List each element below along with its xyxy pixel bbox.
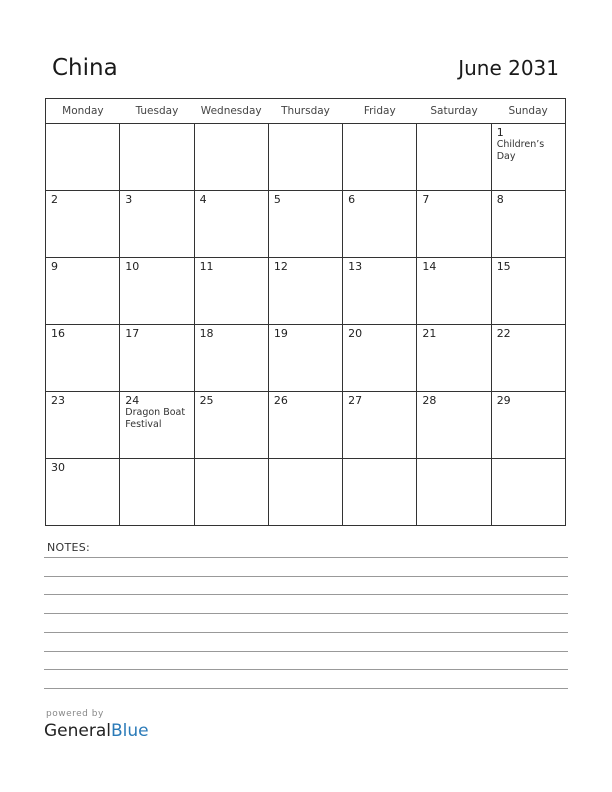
weekday-header-row [46,99,566,124]
day-number: 5 [273,193,281,206]
day-cell [491,258,565,325]
day-number: 16 [51,327,65,340]
week-row [46,459,566,526]
day-number: 24 [125,394,140,407]
day-cell [343,392,417,459]
day-number: 3 [125,193,133,206]
day-number: 9 [51,260,58,273]
day-number: 4 [199,193,207,206]
day-cell [120,258,194,325]
day-cell [491,325,565,392]
day-number: 26 [273,394,288,407]
holiday-label: Dragon Boat Festival [125,407,186,430]
day-number: 27 [348,394,363,407]
day-cell [268,392,342,459]
brand-blue: Blue [111,721,149,741]
day-number: 1 [496,126,504,139]
weekday-header: Thursday [268,99,342,124]
note-line [44,576,568,577]
weekday-header: Tuesday [120,99,194,124]
day-cell [417,258,491,325]
country-title: China [52,55,118,81]
day-cell [194,124,268,191]
day-cell [417,124,491,191]
day-number: 23 [51,394,65,407]
day-cell [194,325,268,392]
day-number: 30 [51,461,65,474]
day-cell [194,459,268,526]
day-number: 13 [348,260,363,273]
weekday-header: Monday [46,99,120,124]
day-number: 8 [496,193,504,206]
day-number: 21 [422,327,437,340]
day-number: 14 [422,260,437,273]
day-number: 19 [273,327,288,340]
day-number: 10 [125,260,140,273]
day-number: 17 [125,327,140,340]
day-cell [120,392,194,459]
week-row [46,392,566,459]
day-cell [120,124,194,191]
day-cell [491,392,565,459]
day-cell [491,124,565,191]
day-number: 15 [496,260,511,273]
weekday-header: Wednesday [194,99,268,124]
day-cell [194,392,268,459]
day-cell [268,191,342,258]
day-cell [46,191,120,258]
week-row [46,124,566,191]
day-number: 11 [199,260,214,273]
day-cell [46,459,120,526]
day-cell [120,459,194,526]
day-cell [120,191,194,258]
day-number: 18 [199,327,214,340]
note-line [44,669,568,670]
day-number: 6 [348,193,356,206]
day-number: 12 [273,260,288,273]
note-line [44,594,568,595]
calendar-grid [45,98,566,526]
day-cell [343,124,417,191]
weekday-header: Friday [343,99,417,124]
day-cell [268,325,342,392]
weekday-header: Sunday [491,99,565,124]
note-line [44,557,568,558]
week-row [46,325,566,392]
day-cell [46,258,120,325]
day-cell [46,392,120,459]
day-cell [46,124,120,191]
day-cell [343,459,417,526]
note-line [44,632,568,633]
day-cell [268,124,342,191]
day-number: 20 [348,327,363,340]
note-line [44,613,568,614]
day-number: 28 [422,394,437,407]
week-row [46,191,566,258]
day-number: 22 [496,327,511,340]
day-cell [417,325,491,392]
day-cell [194,258,268,325]
day-number: 29 [496,394,511,407]
day-cell [120,325,194,392]
day-cell [343,191,417,258]
note-line [44,651,568,652]
day-number: 25 [199,394,214,407]
day-cell [491,191,565,258]
powered-by-text: powered by [46,709,104,719]
month-title: June 2031 [458,56,559,80]
brand-logo[interactable] [44,721,149,741]
day-number: 2 [51,193,58,206]
day-cell [268,258,342,325]
day-cell [491,459,565,526]
week-row [46,258,566,325]
day-number: 7 [422,193,430,206]
notes-label: NOTES: [47,541,91,554]
day-cell [417,392,491,459]
day-cell [46,325,120,392]
day-cell [343,258,417,325]
weekday-header: Saturday [417,99,491,124]
day-cell [417,459,491,526]
day-cell [417,191,491,258]
day-cell [194,191,268,258]
day-cell [343,325,417,392]
note-line [44,688,568,689]
day-cell [268,459,342,526]
holiday-label: Children’s Day [496,139,545,162]
brand-general: General [44,721,111,741]
